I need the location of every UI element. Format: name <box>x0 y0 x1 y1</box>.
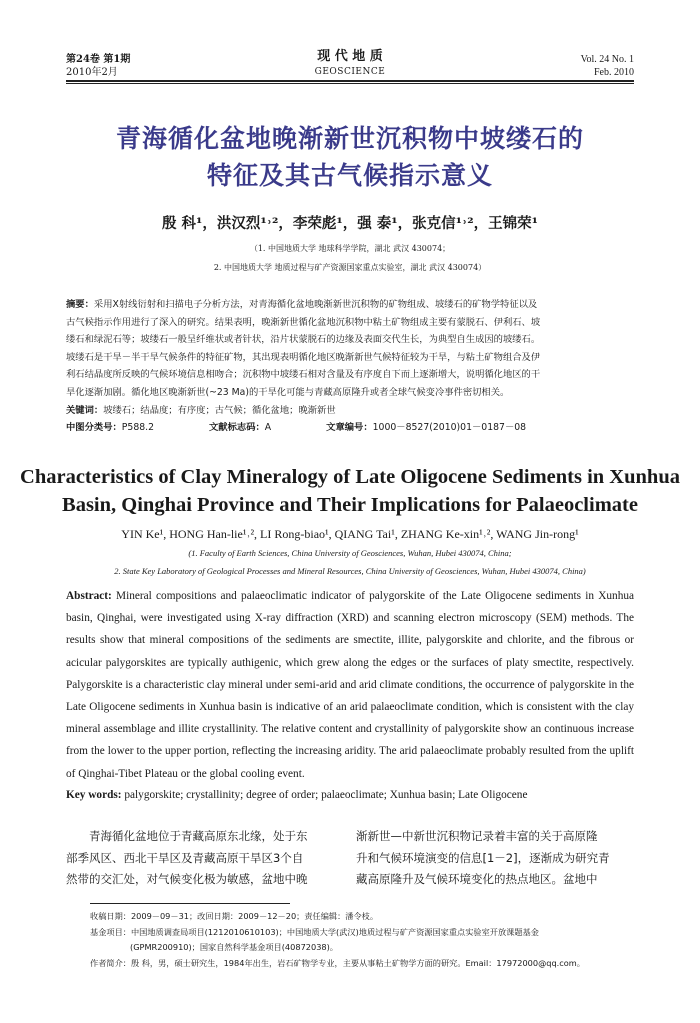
abstract-cn-line: 坡缕石是干旱－半干旱气候条件的特征矿物，其出现表明循化地区晚渐新世气候特征较为干旱，与粘土矿物组合及伊 <box>66 351 541 363</box>
body-right-line: 渐新世—中新世沉积物记录着丰富的关于高原隆 <box>356 829 598 843</box>
abstract-cn-line: 摘要：采用X射线衍射和扫描电子分析方法，对青海循化盆地晚渐新世沉积物的矿物组成、坡缕石的矿物学特征以及 <box>66 299 538 310</box>
keywords-en <box>66 784 634 806</box>
header-date-en: Feb. 2010 <box>594 67 634 78</box>
abstract-en <box>66 585 634 785</box>
clc-label: 中图分类号： <box>66 422 122 434</box>
abstract-cn-line: 缕石和绿泥石等；坡缕石一般呈纤维状或者针状，沿片状蒙脱石的边缘及表面交代生长，为典型自生成因的坡缕石。 <box>66 334 541 346</box>
footnote-funding-cont: (GPMR200910)；国家自然科学基金项目(40872038)。 <box>130 942 338 952</box>
abstract-cn-line: 旱化逐渐加剧。循化地区晚渐新世(~23 Ma)的干旱化可能与青藏高原隆升或者全球气候变冷事件密切相关。 <box>66 386 510 398</box>
clc-value: P588.2 <box>121 422 155 434</box>
body-left-line: 然带的交汇处，对气候变化极为敏感，盆地中晚 <box>66 872 308 886</box>
abstract-cn-line: 利石结晶度所反映的气候环境信息相吻合；沉积物中坡缕石相对含量及有序度自下而上逐渐增大，说明循化地区的干 <box>66 369 541 381</box>
body-right-line: 升和气候环境演变的信息[1－2]，逐渐成为研究青 <box>356 850 610 865</box>
keywords-en-value: palygorskite; crystallinity; degree of order; palaeoclimate; Xunhua basin; Late Oligocene <box>124 789 528 801</box>
abstract-en-label: Abstract: <box>66 590 112 602</box>
affiliation-cn-1: （1. 中国地质大学 地球科学学院，湖北 武汉 430074； <box>249 244 451 253</box>
doc-code-label: 文献标志码： <box>209 422 265 434</box>
abstract-cn-label: 摘要： <box>66 299 94 310</box>
title-cn-line1: 青海循化盆地晚渐新世沉积物中坡缕石的 <box>115 124 584 153</box>
header-volume-en: Vol. 24 No. 1 <box>580 54 634 65</box>
authors-cn: 殷 科¹，洪汉烈¹˒²，李荣彪¹，强 泰¹，张克信¹˒²，王锦荣¹ <box>161 215 539 232</box>
keywords-cn-label: 关键词： <box>66 404 104 416</box>
classification-row <box>66 419 634 437</box>
keywords-cn: 关键词：坡缕石；结晶度；有序度；古气候；循化盆地；晚渐新世 <box>66 404 336 416</box>
title-en-line2: Basin, Qinghai Province and Their Implications for Palaeoclimate <box>62 494 638 516</box>
footnote-rule <box>90 903 290 904</box>
header-rule <box>66 80 634 82</box>
header-date-cn: 2010年2月 <box>66 67 118 78</box>
header-journal-en: GEOSCIENCE <box>314 67 386 77</box>
body-left-line: 青海循化盆地位于青藏高原东北缘，处于东 <box>89 829 308 843</box>
footnote-funding: 基金项目：中国地质调查局项目(1212010610103)；中国地质大学(武汉)地质过程与矿产资源国家重点实验室开放课题基金 <box>90 926 539 937</box>
article-no-label: 文章编号： <box>326 422 373 434</box>
header-journal-cn: 现 代 地 质 <box>317 49 383 64</box>
affiliation-en-1: (1. Faculty of Earth Sciences, China University of Geosciences, Wuhan, Hubei 430074, China; <box>188 548 512 558</box>
body-column-right <box>356 826 636 891</box>
keywords-en-label: Key words: <box>66 789 122 801</box>
body-left-line: 部季风区、西北干旱区及青藏高原干旱区3个自 <box>66 850 304 865</box>
abstract-en-text: Mineral compositions and palaeoclimatic indicator of palygorskite of the Late Oligocene sediments in Xunhua basin, Qinghai, were investigated using X-ray diffraction (XRD) and scanning electron microscopy (SEM) methods. The results show that mineral compositions of the sediments are smectite, illite, palygorskite and chlorite, and the fibrous or acicular palygorskites are typically authigenic, which grew along the edges or the surfaces of platy smectite, respectively. Palygorskite is a characteristic clay mineral under semi-arid and arid climate conditions, the occurrence of palygorskite in the Late Oligocene sediments in Xunhua basin is indicative of an arid palaeoclimate condition, which is consistent with the clay mineral assemblage and illite crystallinity. The relative content and crystallinity of palygorskite show an continuous increase from the lower to the upper portion, reflecting the increasing aridity. The arid palaeoclimate probably resulted from the uplift of Qinghai-Tibet Plateau or the global cooling event. <box>66 590 634 780</box>
doc-code-value: A <box>264 422 272 434</box>
title-en-line1: Characteristics of Clay Mineralogy of Late Oligocene Sediments in Xunhua <box>20 466 680 488</box>
footnote-received: 收稿日期：2009－09－31；改回日期：2009－12－20；责任编辑：潘令枝。 <box>90 911 379 921</box>
body-right-line: 藏高原隆升及气候环境变化的热点地区。盆地中 <box>356 872 598 886</box>
affiliation-en-2: 2. State Key Laboratory of Geological Processes and Mineral Resources, China University of Geosciences, Wuhan, Hubei 430074, China) <box>114 566 586 576</box>
abstract-cn <box>66 296 634 437</box>
article-no-value: 1000－8527(2010)01－0187－08 <box>372 422 527 434</box>
authors-en: YIN Ke¹, HONG Han-lie¹˒², LI Rong-biao¹, QIANG Tai¹, ZHANG Ke-xin¹˒², WANG Jin-rong¹ <box>121 527 579 541</box>
header-rule-thin <box>66 83 634 84</box>
header-volume-issue: 第24卷 第1期 <box>66 54 131 65</box>
abstract-cn-line: 古气候指示作用进行了深入的研究。结果表明，晚渐新世循化盆地沉积物中粘土矿物组成主要有蒙脱石、伊利石、坡 <box>66 316 541 328</box>
title-cn-line2: 特征及其古气候指示意义 <box>206 161 493 190</box>
footnotes <box>90 909 630 971</box>
affiliation-cn-2: 2. 中国地质大学 地质过程与矿产资源国家重点实验室，湖北 武汉 430074） <box>213 263 487 272</box>
body-column-left <box>66 826 346 891</box>
footnote-author-bio: 作者简介：殷 科，男，硕士研究生，1984年出生，岩石矿物学专业，主要从事粘土矿物学方面的研究。Email：17972000@qq.com。 <box>90 957 585 968</box>
